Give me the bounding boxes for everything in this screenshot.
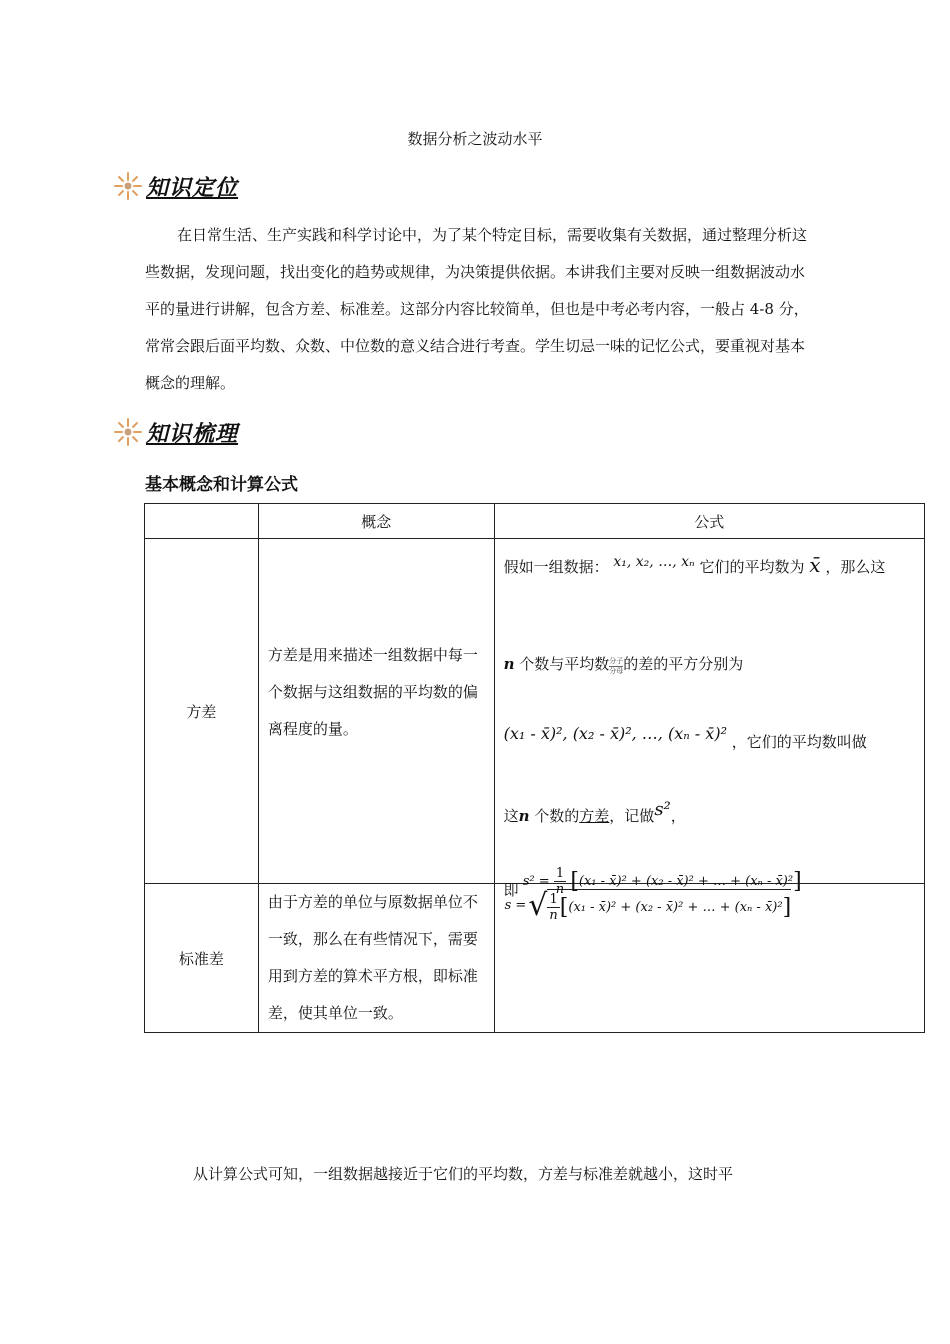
data-series: x₁, x₂, …, xₙ — [613, 554, 695, 570]
variance-concept-text: 方差是用来描述一组数据中每一个数据与这组数据的平均数的偏离程度的量。 — [267, 645, 478, 738]
one-over-n — [547, 892, 559, 923]
table-subheading: 基本概念和计算公式 — [145, 475, 298, 495]
mean-symbol: x̄ — [809, 553, 821, 577]
tiny-fraction — [609, 657, 623, 676]
table-header-row — [145, 504, 925, 539]
header-concept: 概念 — [258, 504, 494, 539]
variance-rhs: (x₁ - x̄)² + (x₂ - x̄)² + … + (xₙ - x̄)² — [578, 874, 794, 889]
tiny-bottom: 分母 — [609, 667, 624, 675]
variance-term: 方差 — [579, 807, 610, 825]
stddev-concept: 由于方差的单位与原数据单位不一致，那么在有些情况下，需要用到方差的算术平方根，即标准差，使其单位一致。 — [258, 884, 494, 1033]
n-symbol: n — [503, 655, 515, 673]
variance-concept — [258, 539, 494, 884]
header-formula: 公式 — [494, 504, 924, 539]
tiny-top: 分子 — [609, 657, 624, 665]
variance-line2 — [504, 653, 744, 676]
stddev-formula: s = √ $\frac{1}{n}$ [ (x₁ - x̄)² + (x₂ - x̄)² + … + (xₙ - x̄)² ] — [504, 888, 792, 923]
stddev-formula-cell — [494, 884, 924, 1033]
n-symbol: n — [518, 807, 530, 825]
star-burst-icon — [112, 170, 144, 202]
header-empty-cell — [145, 504, 259, 539]
line1-mid: 它们的平均数为 — [699, 558, 805, 576]
document-title: 数据分析之波动水平 — [407, 130, 543, 148]
variance-formula-cell — [494, 539, 924, 899]
line1-prefix: 假如一组数据： — [503, 558, 609, 576]
section-heading-text: 知识定位 — [146, 175, 239, 201]
squared-deviations: (x₁ - x̄)², (x₂ - x̄)², …, (xₙ - x̄)² — [503, 724, 727, 743]
line4-end: ， — [670, 807, 686, 825]
stddev-rhs: (x₁ - x̄)² + (x₂ - x̄)² + … + (xₙ - x̄)² — [568, 899, 783, 915]
table-row-stddev — [145, 884, 925, 1033]
closing-paragraph: 从计算公式可知，一组数据越接近于它们的平均数，方差与标准差就越小，这时平 — [193, 1165, 734, 1183]
line2-text: 个数与平均数 — [514, 655, 610, 673]
frac-num: 1 — [549, 891, 558, 907]
section-heading-knowledge-positioning — [112, 168, 238, 204]
intro-paragraph: 在日常生活、生产实践和科学讨论中，为了某个特定目标，需要收集有关数据，通过整理分析这些数据，发现问题，找出变化的趋势或规律，为决策提供依据。本讲我们主要对反映一组数据波动水平的量进行讲解，包含方差、标准差。这部分内容比较简单，但也是中考必考内容，一般占 4-8 分，常常会跟后面平均数、众数、中位数的意义结合进行考查。学生切忌一味的记忆公式，要重视对基本概念的理解。 — [145, 226, 809, 392]
table-row-variance — [145, 539, 925, 884]
frac-num: 1 — [555, 866, 565, 881]
line1-suffix: ，那么这 — [825, 558, 886, 576]
frac-den: n — [549, 907, 558, 923]
line4-suffix: ，记做 — [609, 807, 655, 825]
row-name-stddev: 标准差 — [145, 884, 259, 1033]
variance-formula: 即 s² = $\frac{1}{n}$ [(x₁ - x̄)² + (x₂ - x̄)² + … + (xₙ - x̄)²] — [503, 866, 802, 899]
line3-suffix: ，它们的平均数叫做 — [731, 733, 867, 751]
radicand: $\frac{1}{n}$ [ (x₁ - x̄)² + (x₂ - x̄)² + … + (xₙ - x̄)² ] — [547, 889, 791, 923]
row-name-variance: 方差 — [145, 539, 259, 884]
variance-line1 — [504, 553, 886, 577]
section-heading-knowledge-review — [112, 414, 238, 450]
line4-prefix: 这 — [503, 807, 519, 825]
star-burst-icon — [112, 416, 144, 448]
line2-suffix: 的差的平方分别为 — [623, 655, 744, 673]
section-heading-text: 知识梳理 — [146, 421, 239, 447]
variance-symbol: s² — [654, 799, 671, 820]
line4-mid: 个数的 — [529, 807, 580, 825]
variance-line3 — [503, 723, 867, 751]
variance-lhs: s² = — [522, 874, 550, 889]
stddev-lhs: s = — [504, 898, 527, 913]
concept-formula-table — [144, 503, 925, 1033]
frac-den: n — [555, 882, 565, 897]
line5-prefix: 即 — [503, 881, 519, 899]
variance-line4 — [503, 799, 686, 826]
